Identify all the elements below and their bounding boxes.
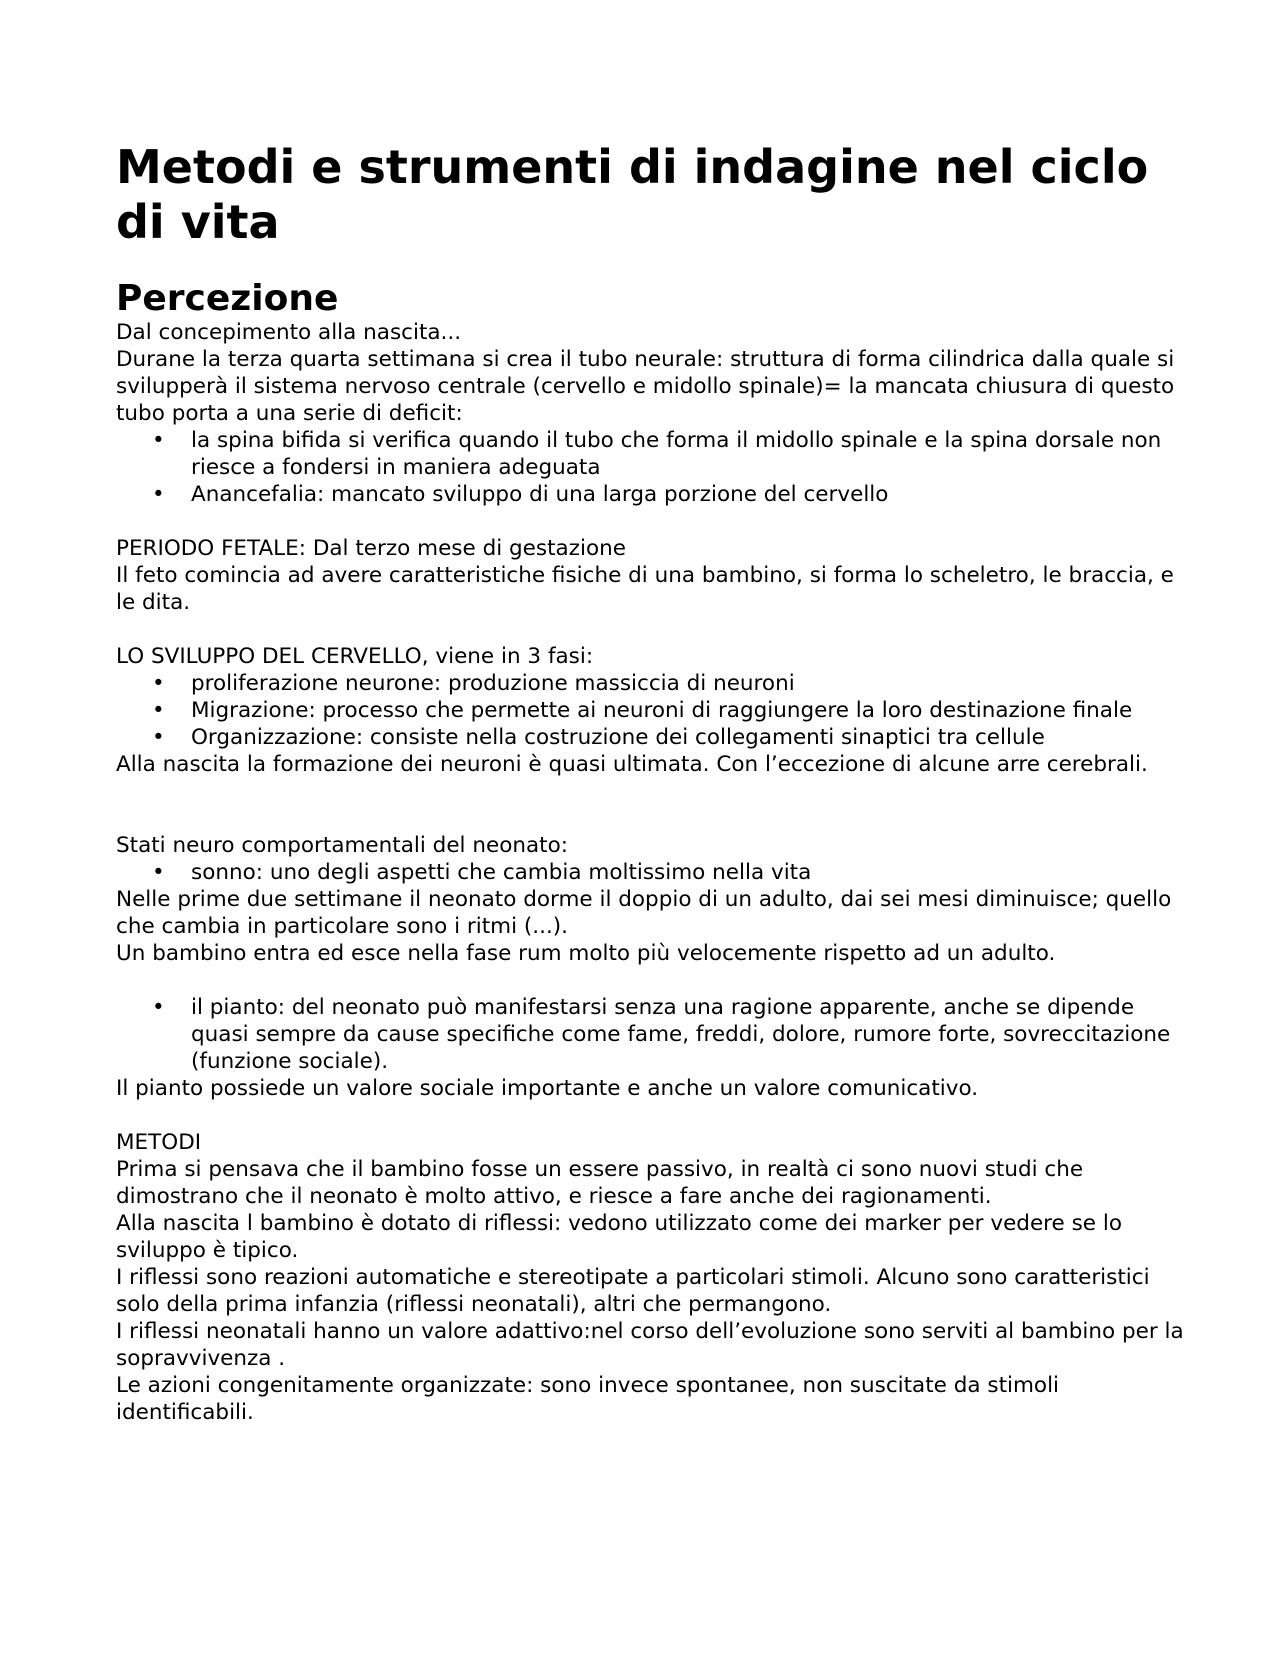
list-item bbox=[116, 481, 1186, 508]
paragraph-methods-2: Alla nascita l bambino è dotato di riflessi: vedono utilizzato come dei marker per vedere se lo sviluppo è tipico. bbox=[116, 1211, 1122, 1263]
document-title: Metodi e strumenti di indagine nel ciclo di vita bbox=[116, 140, 1149, 249]
paragraph-brain-heading: LO SVILUPPO DEL CERVELLO, viene in 3 fasi: bbox=[116, 644, 594, 669]
list-item bbox=[116, 859, 1186, 886]
paragraph-methods-1: Prima si pensava che il bambino fosse un essere passivo, in realtà ci sono nuovi studi che dimostrano che il neonato è molto attivo, e riesce a fare anche dei ragionamenti. bbox=[116, 1157, 1084, 1209]
list-item-text: Migrazione: processo che permette ai neuroni di raggiungere la loro destinazione finale bbox=[191, 698, 1133, 723]
bullet-icon: • bbox=[152, 725, 165, 750]
bullet-icon: • bbox=[152, 860, 165, 885]
list-item bbox=[116, 670, 1186, 697]
list-item-text: la spina bifida si verifica quando il tubo che forma il midollo spinale e la spina dorsale non riesce a fondersi in maniera adeguata bbox=[191, 428, 1162, 480]
list-item-text: sonno: uno degli aspetti che cambia moltissimo nella vita bbox=[191, 860, 812, 885]
paragraph-states-heading: Stati neuro comportamentali del neonato: bbox=[116, 833, 568, 858]
section-heading-percezione: Percezione bbox=[116, 278, 339, 319]
list-item-text: il pianto: del neonato può manifestarsi senza una ragione apparente, anche se dipende quasi sempre da cause specifiche come fame, freddi, dolore, rumore forte, sovreccitazione (funzione sociale). bbox=[191, 995, 1171, 1074]
paragraph-states-crying: Il pianto possiede un valore sociale importante e anche un valore comunicativo. bbox=[116, 1076, 979, 1101]
spacer bbox=[116, 616, 1186, 643]
paragraph-brain-body: Alla nascita la formazione dei neuroni è quasi ultimata. Con l’eccezione di alcune arre cerebrali. bbox=[116, 752, 1148, 777]
paragraph-intro-2: Durane la terza quarta settimana si crea il tubo neurale: struttura di forma cilindrica dalla quale si svilupperà il sistema nervoso centrale (cervello e midollo spinale)= la mancata chiusura di questo tubo porta a una serie di deficit: bbox=[116, 347, 1175, 426]
paragraph-methods-5: Le azioni congenitamente organizzate: sono invece spontanee, non suscitate da stimoli identificabili. bbox=[116, 1373, 1060, 1425]
list-item bbox=[116, 994, 1186, 1075]
paragraph-states-sleep-2: Un bambino entra ed esce nella fase rum molto più velocemente rispetto ad un adulto. bbox=[116, 941, 1056, 966]
paragraph-fetal-heading: PERIODO FETALE: Dal terzo mese di gestazione bbox=[116, 536, 626, 561]
list-item bbox=[116, 724, 1186, 751]
list-neural-tube-deficits bbox=[116, 427, 1186, 508]
list-item bbox=[116, 427, 1186, 481]
paragraph-states-sleep-1: Nelle prime due settimane il neonato dorme il doppio di un adulto, dai sei mesi diminuisce; quello che cambia in particolare sono i ritmi (...). bbox=[116, 887, 1172, 939]
bullet-icon: • bbox=[152, 995, 165, 1020]
bullet-icon: • bbox=[152, 428, 165, 453]
list-states-sleep bbox=[116, 859, 1186, 886]
document-page bbox=[116, 140, 1186, 1426]
paragraph-methods-3: I riflessi sono reazioni automatiche e stereotipate a particolari stimoli. Alcuno sono caratteristici solo della prima infanzia (riflessi neonatali), altri che permangono. bbox=[116, 1265, 1150, 1317]
paragraph-intro-1: Dal concepimento alla nascita... bbox=[116, 320, 462, 345]
paragraph-fetal-body: Il feto comincia ad avere caratteristiche fisiche di una bambino, si forma lo scheletro, le braccia, e le dita. bbox=[116, 563, 1174, 615]
paragraph-methods-4: I riflessi neonatali hanno un valore adattivo:nel corso dell’evoluzione sono serviti al bambino per la sopravvivenza . bbox=[116, 1319, 1184, 1371]
list-item-text: Anancefalia: mancato sviluppo di una larga porzione del cervello bbox=[191, 482, 889, 507]
list-brain-phases bbox=[116, 670, 1186, 751]
list-item-text: Organizzazione: consiste nella costruzione dei collegamenti sinaptici tra cellule bbox=[191, 725, 1045, 750]
paragraph-methods-heading: METODI bbox=[116, 1130, 202, 1155]
spacer bbox=[116, 778, 1186, 832]
bullet-icon: • bbox=[152, 671, 165, 696]
list-item bbox=[116, 697, 1186, 724]
list-states-crying bbox=[116, 994, 1186, 1075]
spacer bbox=[116, 1102, 1186, 1129]
list-item-text: proliferazione neurone: produzione massiccia di neuroni bbox=[191, 671, 795, 696]
spacer bbox=[116, 967, 1186, 994]
bullet-icon: • bbox=[152, 698, 165, 723]
bullet-icon: • bbox=[152, 482, 165, 507]
spacer bbox=[116, 508, 1186, 535]
